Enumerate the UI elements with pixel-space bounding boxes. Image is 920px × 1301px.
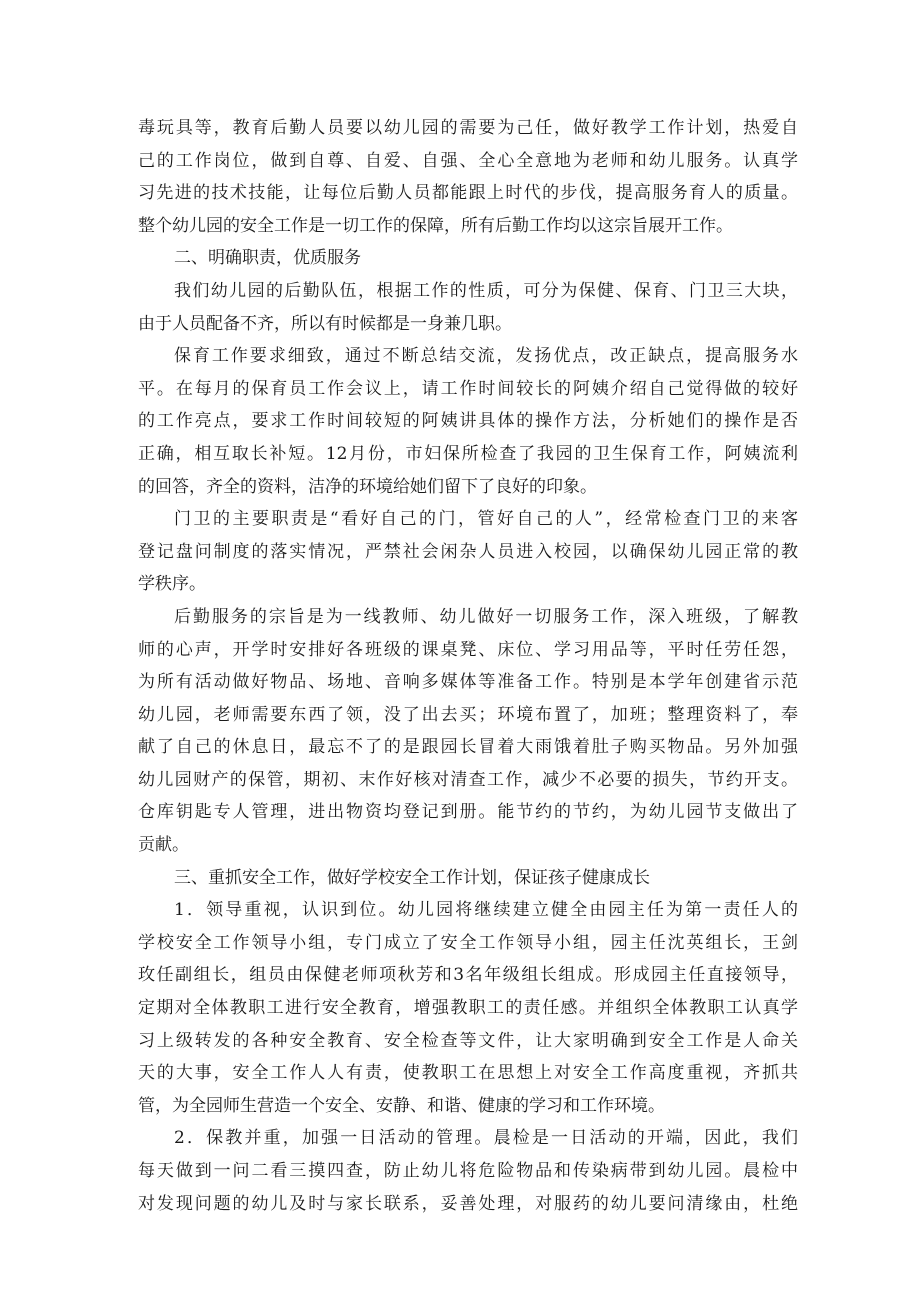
text-line: 幼儿园财产的保管，期初、末作好核对清查工作，减少不必要的损失，节约开支。 [138, 769, 798, 790]
text-line: 为所有活动做好物品、场地、音响多媒体等准备工作。特别是本学年创建省示范 [138, 672, 798, 693]
text-line: 门卫的主要职责是“看好自己的门，管好自己的人”，经常检查门卫的来客 [174, 509, 798, 530]
text-line: 习先进的技术技能，让每位后勤人员都能跟上时代的步伐，提高服务育人的质量。 [138, 183, 798, 204]
section-heading: 二、明确职责，优质服务 [174, 248, 361, 269]
text-line: 每天做到一问二看三摸四查，防止幼儿将危险物品和传染病带到幼儿园。晨检中 [138, 1161, 798, 1181]
text-line: 习上级转发的各种安全教育、安全检查等文件，让大家明确到安全工作是人命关 [138, 1030, 798, 1051]
text-line: 2．保教并重，加强一日活动的管理。晨检是一日活动的开端，因此，我们 [174, 1128, 798, 1149]
text-line: 学校安全工作领导小组，专门成立了安全工作领导小组，园主任沈英组长，王剑 [138, 932, 798, 953]
text-line: 天的大事，安全工作人人有责，使教职工在思想上对安全工作高度重视，齐抓共 [138, 1063, 798, 1084]
text-line: 师的心声，开学时安排好各班级的课桌凳、床位、学习用品等，平时任劳任怨， [138, 639, 798, 660]
section-heading: 三、重抓安全工作，做好学校安全工作计划，保证孩子健康成长 [174, 867, 650, 888]
text-line: 由于人员配备不齐，所以有时候都是一身兼几职。 [138, 313, 512, 334]
text-line: 对发现问题的幼儿及时与家长联系，妥善处理，对服药的幼儿要问清缘由，杜绝 [138, 1193, 798, 1214]
text-line: 定期对全体教职工进行安全教育，增强教职工的责任感。并组织全体教职工认真学 [138, 998, 798, 1019]
text-line: 平。在每月的保育员工作会议上，请工作时间较长的阿姨介绍自己觉得做的较好 [138, 378, 798, 399]
text-line: 登记盘问制度的落实情况，严禁社会闲杂人员进入校园，以确保幼儿园正常的教 [138, 541, 798, 562]
text-line: 幼儿园，老师需要东西了领，没了出去买；环境布置了，加班；整理资料了，奉 [138, 704, 798, 725]
text-line: 保育工作要求细致，通过不断总结交流，发扬优点，改正缺点，提高服务水 [174, 346, 798, 367]
text-line: 的工作亮点，要求工作时间较短的阿姨讲具体的操作方法，分析她们的操作是否 [138, 411, 798, 432]
text-line: 整个幼儿园的安全工作是一切工作的保障，所有后勤工作均以这宗旨展开工作。 [138, 215, 733, 236]
text-line: 献了自己的休息日，最忘不了的是跟园长冒着大雨饿着肚子购买物品。另外加强 [138, 737, 798, 758]
text-line: 正确，相互取长补短。12月份，市妇保所检查了我园的卫生保育工作，阿姨流利 [138, 443, 798, 464]
text-line: 毒玩具等，教育后勤人员要以幼儿园的需要为己任，做好教学工作计划，热爱自 [138, 118, 798, 138]
text-line: 管，为全园师生营造一个安全、安静、和谐、健康的学习和工作环境。 [138, 1095, 665, 1116]
text-line: 仓库钥匙专人管理，进出物资均登记到册。能节约的节约，为幼儿园节支做出了 [138, 802, 798, 823]
text-line: 的回答，齐全的资料，洁净的环境给她们留下了良好的印象。 [138, 476, 597, 497]
text-line: 我们幼儿园的后勤队伍，根据工作的性质，可分为保健、保育、门卫三大块， [174, 280, 798, 301]
text-line: 贡献。 [138, 835, 189, 856]
text-line: 己的工作岗位，做到自尊、自爱、自强、全心全意地为老师和幼儿服务。认真学 [138, 150, 798, 171]
text-line: 学秩序。 [138, 574, 206, 595]
text-line: 后勤服务的宗旨是为一线教师、幼儿做好一切服务工作，深入班级，了解教 [174, 606, 798, 627]
text-line: 1．领导重视，认识到位。幼儿园将继续建立健全由园主任为第一责任人的 [174, 900, 798, 921]
text-line: 玫任副组长，组员由保健老师项秋芳和3名年级组长组成。形成园主任直接领导， [138, 965, 798, 986]
document-page [138, 112, 798, 1220]
